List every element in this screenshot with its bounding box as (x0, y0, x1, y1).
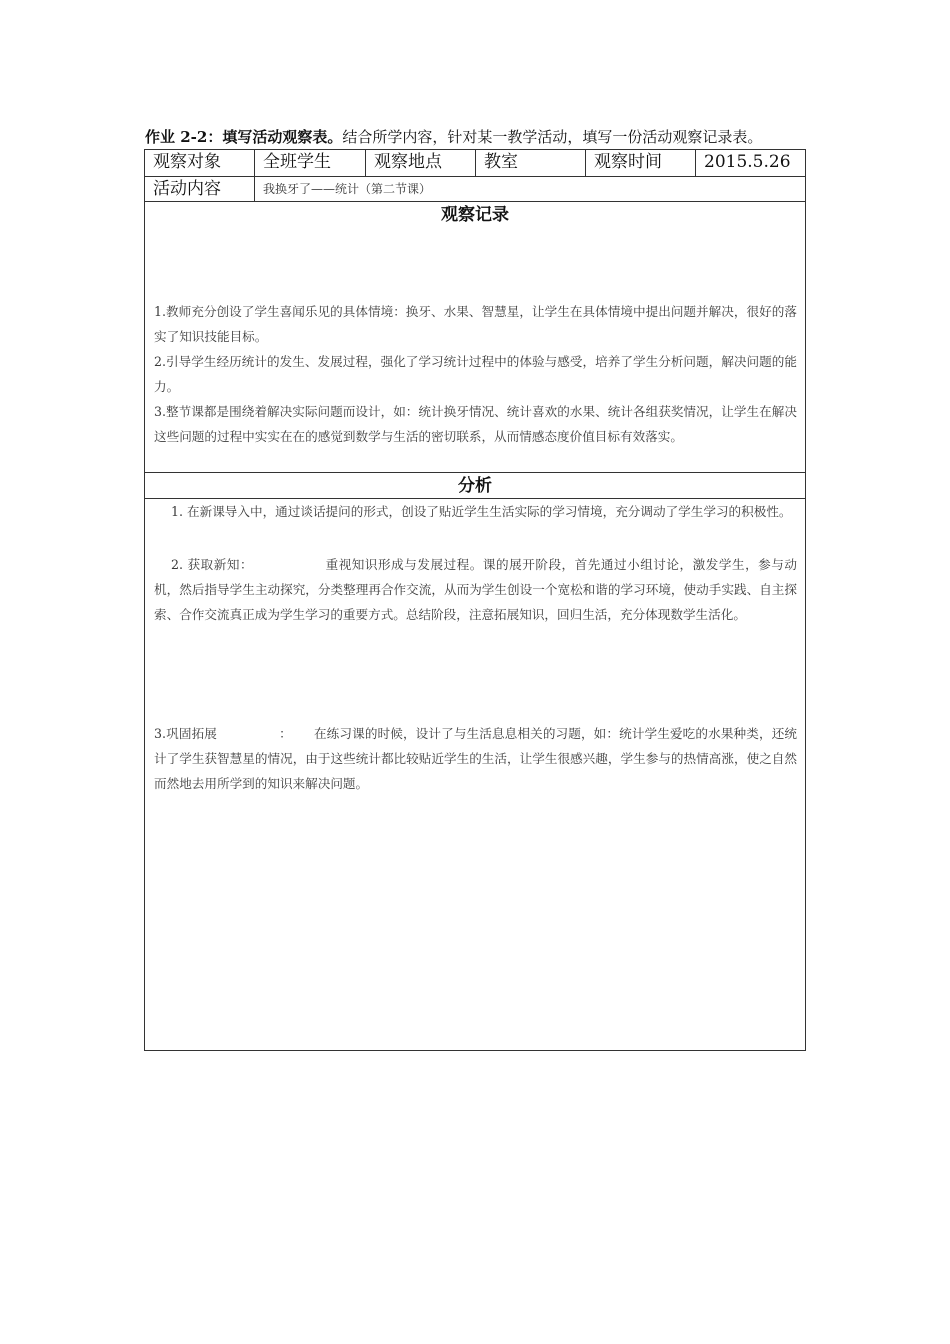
analysis-paragraph-3-body: 在练习课的时候，设计了与生活息息相关的习题，如：统计学生爱吃的水果种类，还统计了学生获智慧星的情况，由于这些统计都比较贴近学生的生活，让学生很感兴趣，学生参与的热情高涨，使之自然而然地去用所学到的知识来解决问题。 (154, 726, 797, 791)
analysis-paragraph-3-lead: 3.巩固拓展 (154, 726, 217, 741)
observation-table (144, 149, 806, 1051)
analysis-paragraph-2 (154, 553, 797, 627)
assignment-heading-bold: 作业 2-2：填写活动观察表。 (145, 128, 343, 146)
observation-paragraph-2: 2.引导学生经历统计的发生、发展过程，强化了学习统计过程中的体验与感受，培养了学生分析问题，解决问题的能力。 (154, 354, 797, 394)
table-row-activity (145, 177, 805, 202)
analysis-paragraph-2-lead: 2. 获取新知： (171, 557, 254, 572)
analysis-paragraph-1: 1. 在新课导入中，通过谈话提问的形式，创设了贴近学生生活实际的学习情境，充分调动了学生学习的积极性。 (171, 504, 792, 519)
analysis-paragraph-2-body: 重视知识形成与发展过程。课的展开阶段，首先通过小组讨论，激发学生，参与动机，然后指导学生主动探究，分类整理再合作交流，从而为学生创设一个宽松和谐的学习环境，使动手实践、自主探索、合作交流真正成为学生学习的重要方式。总结阶段，注意拓展知识，回归生活，充分体现数学生活化。 (154, 557, 797, 622)
observation-paragraph-3: 3.整节课都是围绕着解决实际问题而设计，如：统计换牙情况、统计喜欢的水果、统计各组获奖情况，让学生在解决这些问题的过程中实实在在的感觉到数学与生活的密切联系，从而情感态度价值目标有效落实。 (154, 404, 797, 444)
label-observation-time: 观察时间 (586, 150, 696, 176)
analysis-divider (145, 498, 805, 499)
assignment-heading-text: 结合所学内容，针对某一教学活动，填写一份活动观察记录表。 (342, 128, 763, 146)
observation-paragraph-1: 1.教师充分创设了学生喜闻乐见的具体情境：换牙、水果、智慧星，让学生在具体情境中提出问题并解决，很好的落实了知识技能目标。 (154, 304, 797, 344)
table-row-info (145, 150, 805, 177)
value-observation-time: 2015.5.26 (704, 152, 791, 172)
analysis-paragraph-3-colon: ： (279, 726, 292, 741)
assignment-heading (145, 126, 825, 148)
value-observation-subject: 全班学生 (255, 150, 366, 176)
observation-title: 观察记录 (441, 205, 509, 225)
label-observation-location: 观察地点 (366, 150, 476, 176)
observation-section (145, 202, 805, 473)
analysis-title: 分析 (458, 476, 492, 496)
value-activity-content: 我换牙了——统计（第二节课） (263, 182, 432, 196)
analysis-paragraph-3 (154, 722, 797, 796)
label-activity-content: 活动内容 (145, 177, 255, 201)
value-observation-location: 教室 (476, 150, 586, 176)
label-observation-subject: 观察对象 (145, 150, 255, 176)
